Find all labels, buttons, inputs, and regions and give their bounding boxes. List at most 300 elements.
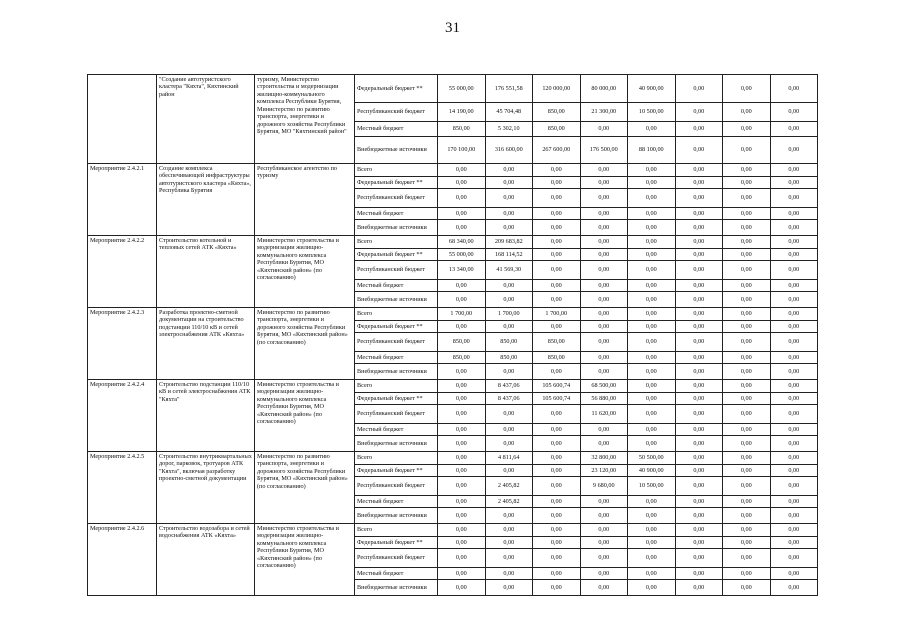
amount-cell: 0,00 — [485, 465, 533, 477]
table-row — [88, 164, 818, 177]
page-number: 31 — [445, 20, 460, 36]
amount-cell: 88 100,00 — [628, 137, 676, 164]
amount-cell: 0,00 — [628, 436, 676, 452]
amount-cell: 850,00 — [438, 333, 486, 352]
table-row — [88, 452, 818, 465]
amount-cell: 0,00 — [628, 352, 676, 364]
amount-cell: 14 190,00 — [438, 103, 486, 122]
funding-source-cell: Федеральный бюджет ** — [355, 75, 438, 103]
funding-source-cell: Республиканский бюджет — [355, 405, 438, 424]
amount-cell: 0,00 — [628, 549, 676, 568]
amount-cell: 0,00 — [438, 208, 486, 220]
amount-cell: 0,00 — [723, 477, 771, 496]
measure-name-cell: Создание комплекса обеспечивающей инфраструктуры автотуристского кластера «Кяхта», Республика Бурятия — [157, 164, 255, 236]
amount-cell: 0,00 — [533, 164, 581, 177]
amount-cell: 0,00 — [675, 122, 723, 137]
amount-cell: 0,00 — [675, 549, 723, 568]
amount-cell: 0,00 — [580, 189, 628, 208]
amount-cell: 0,00 — [675, 164, 723, 177]
amount-cell: 0,00 — [533, 580, 581, 596]
amount-cell: 850,00 — [533, 333, 581, 352]
amount-cell: 10 500,00 — [628, 103, 676, 122]
measure-code-cell: Мероприятие 2.4.2.5 — [88, 452, 157, 524]
amount-cell: 0,00 — [628, 177, 676, 189]
amount-cell: 0,00 — [628, 249, 676, 261]
amount-cell: 0,00 — [533, 236, 581, 249]
amount-cell: 0,00 — [533, 280, 581, 292]
funding-source-cell: Всего — [355, 452, 438, 465]
amount-cell: 0,00 — [675, 452, 723, 465]
measure-name-cell: "Создание автотуристского кластера "Кяхта", Кяхтинский район — [157, 75, 255, 164]
amount-cell: 0,00 — [675, 280, 723, 292]
amount-cell: 0,00 — [675, 580, 723, 596]
amount-cell: 0,00 — [723, 452, 771, 465]
amount-cell: 0,00 — [533, 496, 581, 508]
amount-cell: 23 120,00 — [580, 465, 628, 477]
executor-cell: Министерство по развитию транспорта, энергетики и дорожного хозяйства Республики Бурятия, МО «Кяхтинский район» (по согласованию) — [255, 452, 355, 524]
funding-source-cell: Федеральный бюджет ** — [355, 321, 438, 333]
funding-source-cell: Всего — [355, 236, 438, 249]
amount-cell: 0,00 — [628, 333, 676, 352]
amount-cell: 0,00 — [438, 465, 486, 477]
amount-cell: 0,00 — [675, 177, 723, 189]
amount-cell: 0,00 — [628, 292, 676, 308]
amount-cell: 11 620,00 — [580, 405, 628, 424]
funding-source-cell: Внебюджетные источники — [355, 580, 438, 596]
amount-cell: 0,00 — [675, 496, 723, 508]
amount-cell: 0,00 — [723, 424, 771, 436]
funding-source-cell: Внебюджетные источники — [355, 508, 438, 524]
measure-code-cell: Мероприятие 2.4.2.6 — [88, 524, 157, 596]
executor-cell: Республиканское агентство по туризму — [255, 164, 355, 236]
measure-name-cell: Строительство внутриквартальных дорог, парковок, тротуаров АТК "Кяхта", включая разработку проектно-сметной документации — [157, 452, 255, 524]
amount-cell: 0,00 — [770, 380, 818, 393]
amount-cell: 0,00 — [723, 436, 771, 452]
amount-cell: 0,00 — [770, 220, 818, 236]
amount-cell: 0,00 — [438, 164, 486, 177]
amount-cell: 0,00 — [675, 208, 723, 220]
executor-cell: Министерство строительства и модернизации жилищно-коммунального комплекса Республики Бурятия, МО «Кяхтинский район» (по согласованию) — [255, 524, 355, 596]
executor-cell: туризму, Министерство строительства и модернизации жилищно-коммунального комплекса Республики Бурятия, Министерство по развитию транспорта, энергетики и дорожного хозяйства Республики Бурятия, МО "Кяхтинский район" — [255, 75, 355, 164]
amount-cell: 0,00 — [723, 75, 771, 103]
amount-cell: 0,00 — [533, 189, 581, 208]
amount-cell: 0,00 — [770, 261, 818, 280]
amount-cell: 0,00 — [580, 261, 628, 280]
amount-cell: 0,00 — [628, 405, 676, 424]
amount-cell: 32 800,00 — [580, 452, 628, 465]
table-row — [88, 75, 818, 103]
amount-cell: 0,00 — [438, 452, 486, 465]
amount-cell: 0,00 — [675, 308, 723, 321]
funding-source-cell: Республиканский бюджет — [355, 103, 438, 122]
funding-source-cell: Всего — [355, 380, 438, 393]
amount-cell: 0,00 — [723, 189, 771, 208]
amount-cell: 8 437,06 — [485, 380, 533, 393]
amount-cell: 41 569,30 — [485, 261, 533, 280]
amount-cell: 0,00 — [770, 364, 818, 380]
amount-cell: 0,00 — [438, 393, 486, 405]
amount-cell: 0,00 — [770, 249, 818, 261]
amount-cell: 0,00 — [723, 177, 771, 189]
amount-cell: 0,00 — [485, 164, 533, 177]
amount-cell: 10 500,00 — [628, 477, 676, 496]
amount-cell: 0,00 — [628, 164, 676, 177]
amount-cell: 0,00 — [770, 280, 818, 292]
amount-cell: 0,00 — [675, 424, 723, 436]
funding-source-cell: Внебюджетные источники — [355, 436, 438, 452]
amount-cell: 0,00 — [675, 261, 723, 280]
amount-cell: 0,00 — [533, 261, 581, 280]
amount-cell: 0,00 — [723, 549, 771, 568]
amount-cell: 0,00 — [533, 424, 581, 436]
amount-cell: 0,00 — [723, 220, 771, 236]
amount-cell: 0,00 — [628, 208, 676, 220]
table-row — [88, 236, 818, 249]
amount-cell: 0,00 — [485, 580, 533, 596]
amount-cell: 9 680,00 — [580, 477, 628, 496]
amount-cell: 0,00 — [438, 177, 486, 189]
funding-source-cell: Федеральный бюджет ** — [355, 393, 438, 405]
amount-cell: 176 500,00 — [580, 137, 628, 164]
amount-cell: 267 600,00 — [533, 137, 581, 164]
amount-cell: 0,00 — [770, 508, 818, 524]
amount-cell: 8 437,06 — [485, 393, 533, 405]
amount-cell: 0,00 — [438, 524, 486, 537]
amount-cell: 56 880,00 — [580, 393, 628, 405]
amount-cell: 40 900,00 — [628, 75, 676, 103]
funding-source-cell: Внебюджетные источники — [355, 292, 438, 308]
amount-cell: 0,00 — [628, 524, 676, 537]
amount-cell: 0,00 — [628, 261, 676, 280]
amount-cell: 0,00 — [533, 508, 581, 524]
amount-cell: 0,00 — [438, 568, 486, 580]
measure-code-cell: Мероприятие 2.4.2.2 — [88, 236, 157, 308]
amount-cell: 0,00 — [675, 380, 723, 393]
amount-cell: 0,00 — [628, 280, 676, 292]
amount-cell: 176 551,58 — [485, 75, 533, 103]
funding-source-cell: Местный бюджет — [355, 280, 438, 292]
amount-cell: 1 700,00 — [533, 308, 581, 321]
amount-cell: 0,00 — [770, 436, 818, 452]
amount-cell: 0,00 — [723, 249, 771, 261]
amount-cell: 0,00 — [438, 580, 486, 596]
measure-name-cell: Строительство котельной и тепловых сетей АТК «Кяхта» — [157, 236, 255, 308]
funding-source-cell: Местный бюджет — [355, 424, 438, 436]
amount-cell: 55 000,00 — [438, 75, 486, 103]
amount-cell: 0,00 — [770, 477, 818, 496]
amount-cell: 0,00 — [533, 364, 581, 380]
amount-cell: 0,00 — [770, 236, 818, 249]
amount-cell: 0,00 — [675, 436, 723, 452]
amount-cell: 0,00 — [485, 405, 533, 424]
amount-cell: 0,00 — [580, 333, 628, 352]
amount-cell: 0,00 — [580, 280, 628, 292]
amount-cell: 0,00 — [628, 122, 676, 137]
amount-cell: 0,00 — [580, 321, 628, 333]
amount-cell: 0,00 — [770, 452, 818, 465]
amount-cell: 0,00 — [533, 177, 581, 189]
amount-cell: 0,00 — [723, 568, 771, 580]
amount-cell: 316 600,00 — [485, 137, 533, 164]
amount-cell: 0,00 — [675, 333, 723, 352]
amount-cell: 0,00 — [770, 177, 818, 189]
amount-cell: 0,00 — [723, 496, 771, 508]
amount-cell: 0,00 — [438, 405, 486, 424]
amount-cell: 0,00 — [533, 436, 581, 452]
amount-cell: 0,00 — [723, 537, 771, 549]
amount-cell: 0,00 — [675, 524, 723, 537]
amount-cell: 0,00 — [770, 321, 818, 333]
amount-cell: 0,00 — [675, 292, 723, 308]
amount-cell: 0,00 — [485, 549, 533, 568]
amount-cell: 0,00 — [675, 220, 723, 236]
amount-cell: 68 500,00 — [580, 380, 628, 393]
funding-source-cell: Республиканский бюджет — [355, 333, 438, 352]
amount-cell: 21 300,00 — [580, 103, 628, 122]
amount-cell: 0,00 — [533, 405, 581, 424]
amount-cell: 0,00 — [580, 580, 628, 596]
amount-cell: 0,00 — [580, 508, 628, 524]
amount-cell: 0,00 — [723, 103, 771, 122]
amount-cell: 0,00 — [438, 292, 486, 308]
amount-cell: 105 600,74 — [533, 393, 581, 405]
amount-cell: 0,00 — [723, 137, 771, 164]
financing-table — [87, 74, 818, 596]
amount-cell: 13 340,00 — [438, 261, 486, 280]
amount-cell: 0,00 — [438, 508, 486, 524]
amount-cell: 0,00 — [770, 137, 818, 164]
amount-cell: 0,00 — [438, 364, 486, 380]
funding-source-cell: Местный бюджет — [355, 352, 438, 364]
amount-cell: 0,00 — [770, 568, 818, 580]
funding-source-cell: Внебюджетные источники — [355, 137, 438, 164]
funding-source-cell: Местный бюджет — [355, 568, 438, 580]
amount-cell: 0,00 — [580, 292, 628, 308]
amount-cell: 0,00 — [675, 249, 723, 261]
amount-cell: 850,00 — [485, 333, 533, 352]
funding-source-cell: Федеральный бюджет ** — [355, 465, 438, 477]
amount-cell: 0,00 — [485, 292, 533, 308]
amount-cell: 55 000,00 — [438, 249, 486, 261]
amount-cell: 0,00 — [675, 364, 723, 380]
funding-source-cell: Всего — [355, 164, 438, 177]
amount-cell: 0,00 — [485, 524, 533, 537]
amount-cell: 0,00 — [675, 352, 723, 364]
amount-cell: 0,00 — [723, 393, 771, 405]
amount-cell: 0,00 — [438, 549, 486, 568]
amount-cell: 0,00 — [723, 364, 771, 380]
amount-cell: 1 700,00 — [485, 308, 533, 321]
amount-cell: 0,00 — [533, 549, 581, 568]
amount-cell: 0,00 — [723, 321, 771, 333]
amount-cell: 0,00 — [628, 321, 676, 333]
amount-cell: 0,00 — [628, 308, 676, 321]
amount-cell: 0,00 — [675, 465, 723, 477]
amount-cell: 850,00 — [533, 122, 581, 137]
amount-cell: 0,00 — [533, 452, 581, 465]
funding-source-cell: Всего — [355, 308, 438, 321]
amount-cell: 0,00 — [770, 164, 818, 177]
table-row — [88, 308, 818, 321]
amount-cell: 0,00 — [485, 568, 533, 580]
funding-source-cell: Федеральный бюджет ** — [355, 537, 438, 549]
amount-cell: 0,00 — [533, 524, 581, 537]
amount-cell: 850,00 — [438, 122, 486, 137]
amount-cell: 850,00 — [533, 352, 581, 364]
funding-source-cell: Республиканский бюджет — [355, 261, 438, 280]
amount-cell: 850,00 — [438, 352, 486, 364]
amount-cell: 0,00 — [723, 292, 771, 308]
amount-cell: 0,00 — [580, 549, 628, 568]
amount-cell: 0,00 — [628, 508, 676, 524]
amount-cell: 0,00 — [580, 568, 628, 580]
amount-cell: 0,00 — [770, 189, 818, 208]
amount-cell: 850,00 — [485, 352, 533, 364]
measure-code-cell: Мероприятие 2.4.2.1 — [88, 164, 157, 236]
funding-source-cell: Республиканский бюджет — [355, 477, 438, 496]
amount-cell: 170 100,00 — [438, 137, 486, 164]
funding-source-cell: Внебюджетные источники — [355, 220, 438, 236]
amount-cell: 0,00 — [770, 549, 818, 568]
amount-cell: 0,00 — [723, 261, 771, 280]
amount-cell: 0,00 — [675, 508, 723, 524]
funding-source-cell: Федеральный бюджет ** — [355, 249, 438, 261]
amount-cell: 0,00 — [770, 524, 818, 537]
amount-cell: 0,00 — [438, 436, 486, 452]
amount-cell: 0,00 — [770, 122, 818, 137]
amount-cell: 0,00 — [628, 580, 676, 596]
amount-cell: 0,00 — [438, 280, 486, 292]
amount-cell: 0,00 — [485, 436, 533, 452]
amount-cell: 0,00 — [485, 189, 533, 208]
amount-cell: 0,00 — [533, 465, 581, 477]
amount-cell: 0,00 — [533, 321, 581, 333]
amount-cell: 0,00 — [675, 405, 723, 424]
amount-cell: 0,00 — [580, 164, 628, 177]
amount-cell: 850,00 — [533, 103, 581, 122]
amount-cell: 0,00 — [628, 236, 676, 249]
amount-cell: 0,00 — [485, 208, 533, 220]
amount-cell: 0,00 — [770, 333, 818, 352]
amount-cell: 0,00 — [580, 524, 628, 537]
amount-cell: 0,00 — [723, 405, 771, 424]
measure-code-cell: Мероприятие 2.4.2.4 — [88, 380, 157, 452]
amount-cell: 0,00 — [723, 508, 771, 524]
amount-cell: 0,00 — [485, 537, 533, 549]
executor-cell: Министерство строительства и модернизации жилищно-коммунального комплекса Республики Бурятия, МО «Кяхтинский район» (по согласованию) — [255, 236, 355, 308]
amount-cell: 0,00 — [533, 249, 581, 261]
amount-cell: 0,00 — [438, 321, 486, 333]
amount-cell: 0,00 — [770, 537, 818, 549]
amount-cell: 0,00 — [770, 405, 818, 424]
amount-cell: 0,00 — [770, 208, 818, 220]
amount-cell: 0,00 — [675, 321, 723, 333]
amount-cell: 0,00 — [580, 537, 628, 549]
amount-cell: 0,00 — [675, 75, 723, 103]
amount-cell: 0,00 — [438, 424, 486, 436]
funding-source-cell: Местный бюджет — [355, 208, 438, 220]
amount-cell: 0,00 — [770, 75, 818, 103]
amount-cell: 50 500,00 — [628, 452, 676, 465]
amount-cell: 0,00 — [580, 177, 628, 189]
amount-cell: 0,00 — [770, 103, 818, 122]
financing-table-body — [88, 75, 818, 596]
amount-cell: 0,00 — [723, 524, 771, 537]
measure-code-cell — [88, 75, 157, 164]
measure-name-cell: Разработка проектно-сметной документации на строительство подстанции 110/10 кВ и сетей электроснабжения АТК «Кяхта» — [157, 308, 255, 380]
amount-cell: 0,00 — [580, 122, 628, 137]
executor-cell: Министерство по развитию транспорта, энергетики и дорожного хозяйства Республики Бурятия, МО «Кяхтинский район» (по согласованию) — [255, 308, 355, 380]
amount-cell: 0,00 — [675, 137, 723, 164]
amount-cell: 0,00 — [675, 189, 723, 208]
amount-cell: 5 302,10 — [485, 122, 533, 137]
amount-cell: 0,00 — [628, 568, 676, 580]
amount-cell: 0,00 — [723, 164, 771, 177]
amount-cell: 0,00 — [723, 236, 771, 249]
measure-code-cell: Мероприятие 2.4.2.3 — [88, 308, 157, 380]
amount-cell: 0,00 — [580, 208, 628, 220]
amount-cell: 0,00 — [628, 537, 676, 549]
amount-cell: 0,00 — [723, 380, 771, 393]
funding-source-cell: Республиканский бюджет — [355, 189, 438, 208]
amount-cell: 0,00 — [628, 220, 676, 236]
measure-name-cell: Строительство водозабора и сетей водоснабжения АТК «Кяхта» — [157, 524, 255, 596]
amount-cell: 0,00 — [485, 177, 533, 189]
amount-cell: 0,00 — [580, 364, 628, 380]
amount-cell: 0,00 — [770, 465, 818, 477]
amount-cell: 0,00 — [580, 236, 628, 249]
amount-cell: 0,00 — [485, 321, 533, 333]
amount-cell: 4 811,64 — [485, 452, 533, 465]
amount-cell: 0,00 — [533, 292, 581, 308]
measure-name-cell: Строительство подстанции 110/10 кВ и сетей электроснабжения АТК "Кяхта" — [157, 380, 255, 452]
amount-cell: 0,00 — [628, 364, 676, 380]
amount-cell: 0,00 — [770, 308, 818, 321]
amount-cell: 0,00 — [533, 208, 581, 220]
amount-cell: 0,00 — [533, 220, 581, 236]
amount-cell: 68 340,00 — [438, 236, 486, 249]
amount-cell: 0,00 — [770, 424, 818, 436]
amount-cell: 0,00 — [675, 393, 723, 405]
amount-cell: 0,00 — [770, 352, 818, 364]
amount-cell: 0,00 — [580, 249, 628, 261]
amount-cell: 0,00 — [628, 380, 676, 393]
amount-cell: 0,00 — [675, 103, 723, 122]
amount-cell: 0,00 — [580, 308, 628, 321]
amount-cell: 0,00 — [485, 508, 533, 524]
amount-cell: 2 405,82 — [485, 496, 533, 508]
amount-cell: 0,00 — [770, 496, 818, 508]
amount-cell: 105 600,74 — [533, 380, 581, 393]
funding-source-cell: Всего — [355, 524, 438, 537]
amount-cell: 40 900,00 — [628, 465, 676, 477]
executor-cell: Министерство строительства и модернизации жилищно-коммунального комплекса Республики Бурятия, МО «Кяхтинский район» (по согласованию) — [255, 380, 355, 452]
amount-cell: 0,00 — [675, 477, 723, 496]
amount-cell: 0,00 — [580, 496, 628, 508]
amount-cell: 45 704,48 — [485, 103, 533, 122]
amount-cell: 0,00 — [675, 568, 723, 580]
amount-cell: 0,00 — [438, 189, 486, 208]
amount-cell: 0,00 — [485, 364, 533, 380]
amount-cell: 120 000,00 — [533, 75, 581, 103]
amount-cell: 0,00 — [628, 393, 676, 405]
table-row — [88, 524, 818, 537]
funding-source-cell: Республиканский бюджет — [355, 549, 438, 568]
amount-cell: 168 114,52 — [485, 249, 533, 261]
amount-cell: 0,00 — [723, 333, 771, 352]
amount-cell: 0,00 — [770, 580, 818, 596]
amount-cell: 0,00 — [628, 496, 676, 508]
